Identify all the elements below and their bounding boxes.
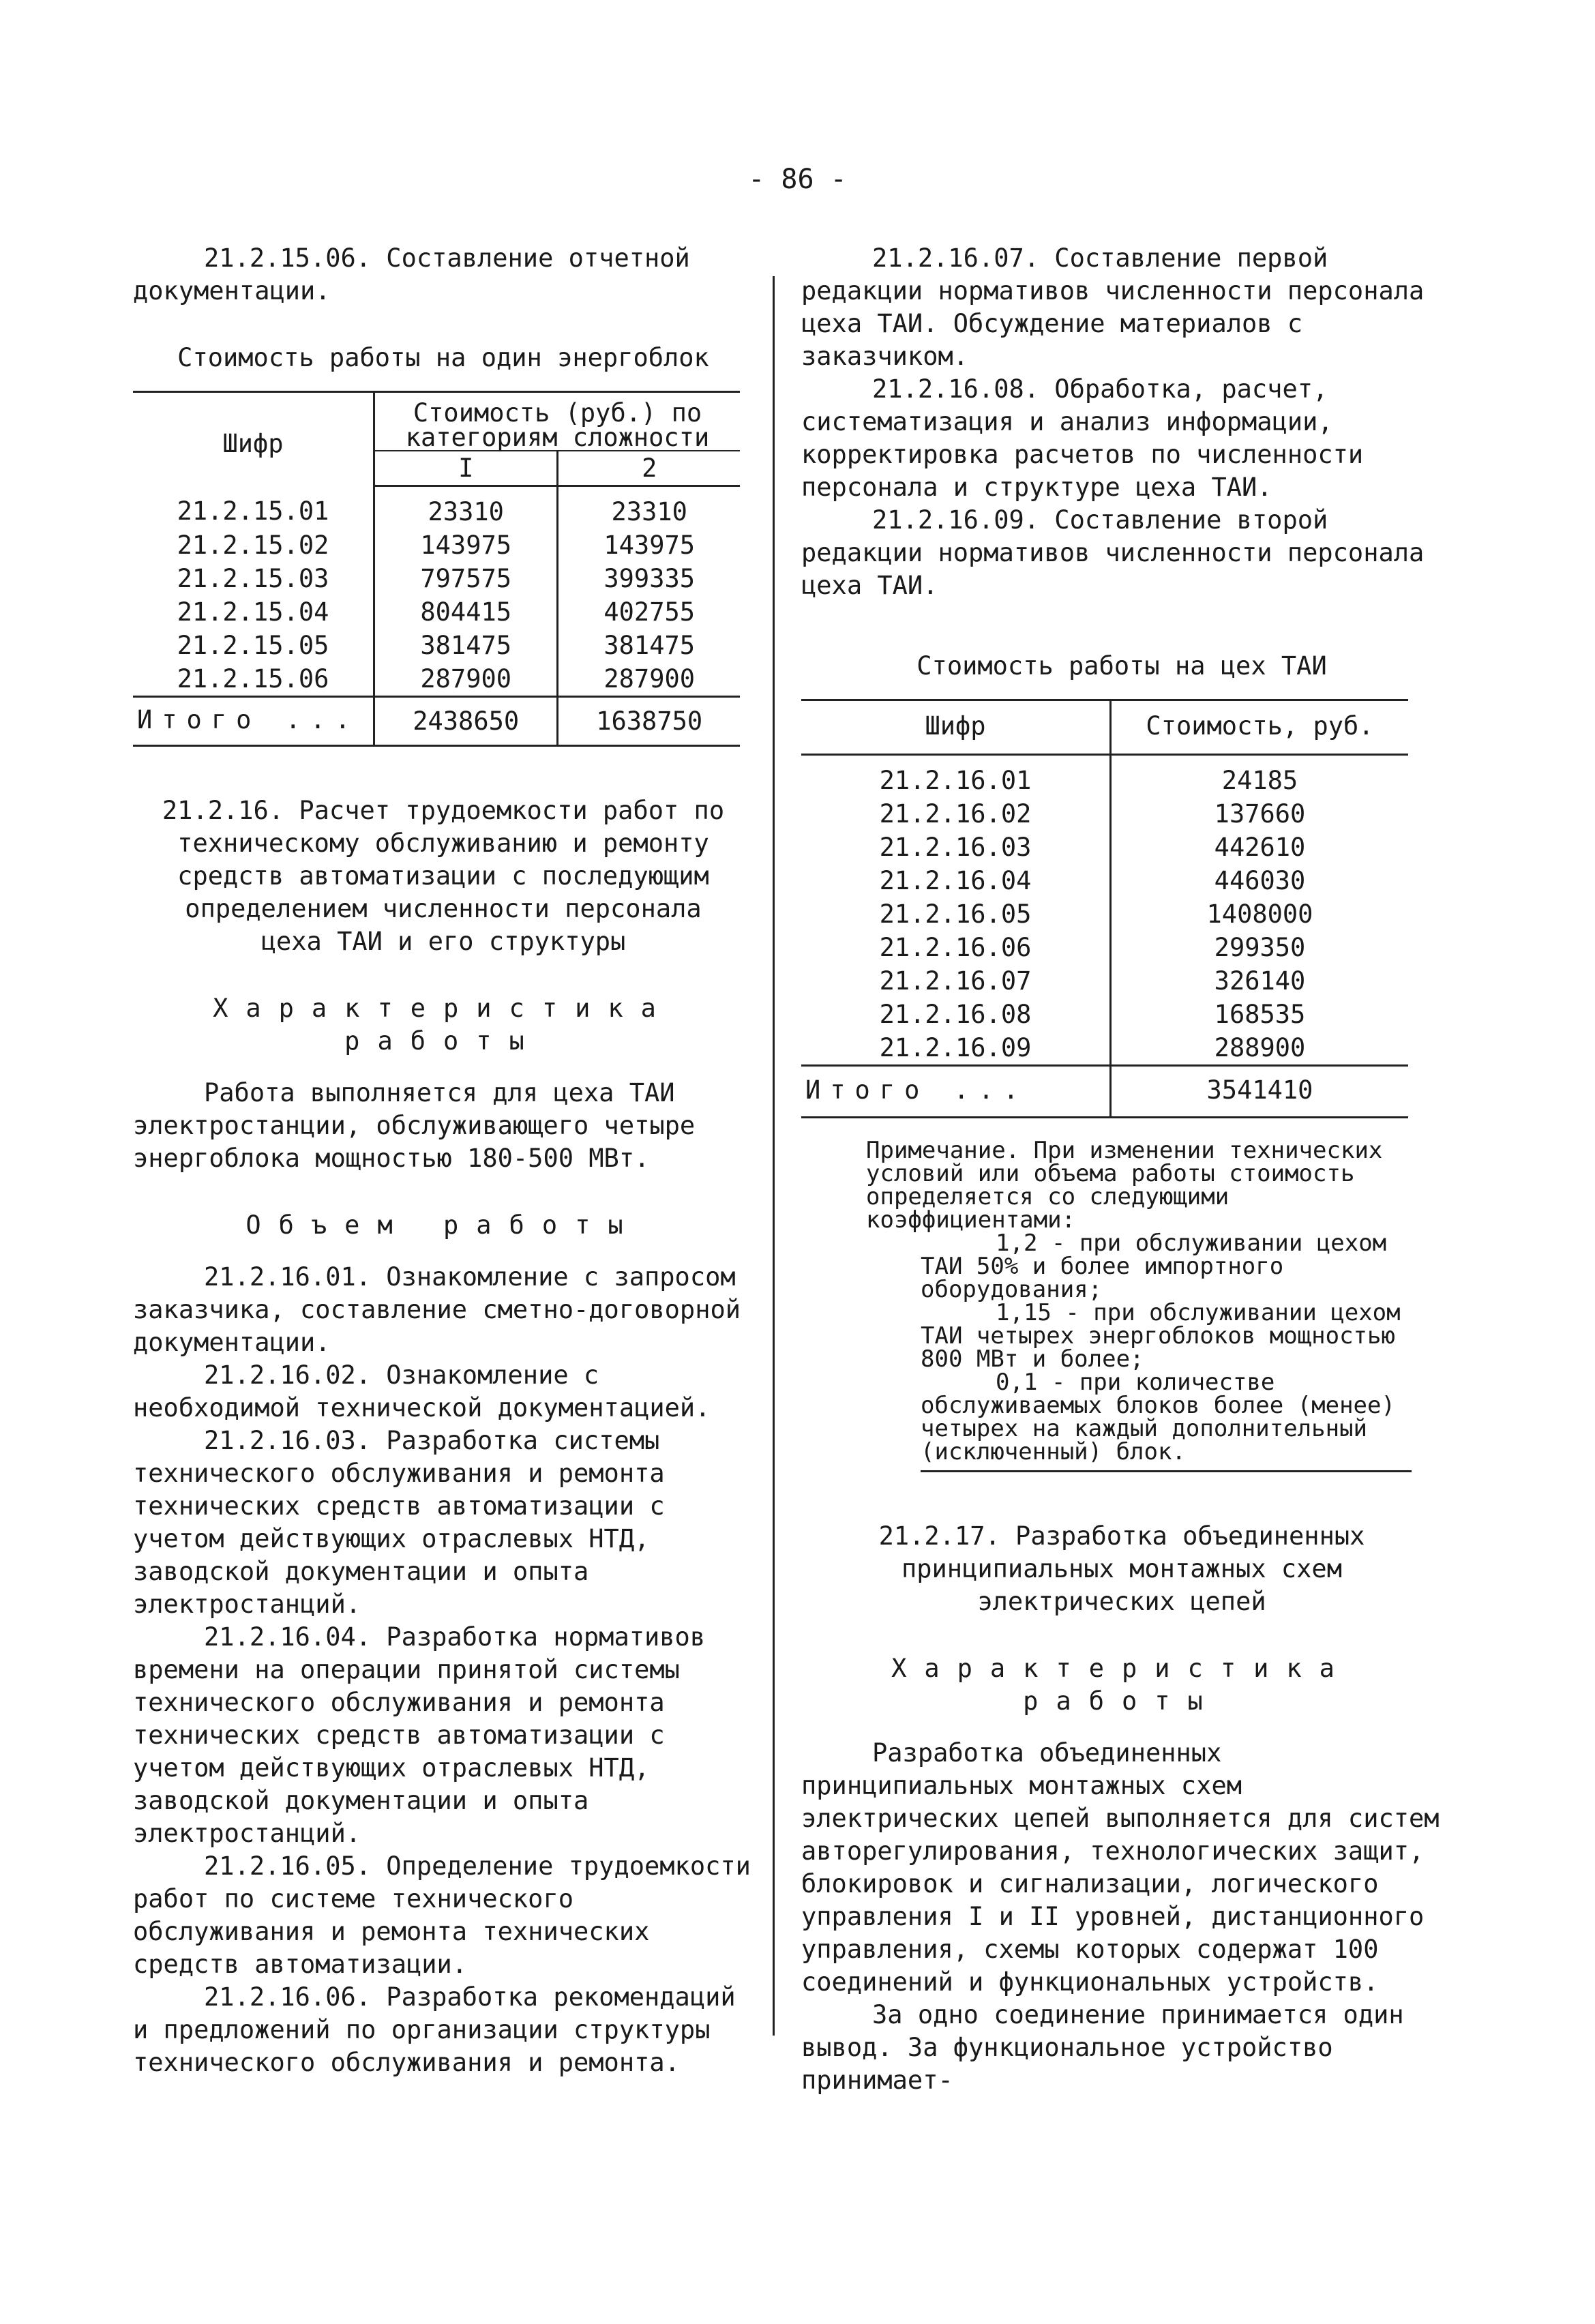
table2-code: 21.2.16.07 <box>879 966 1032 996</box>
table1-cost-cat2: 381475 <box>558 629 740 662</box>
work-item-21-2-16-04: 21.2.16.04. Разработка нормативов времени на операции принятой системы технического обслуживания и ремонта технических средств автоматизации с учетом действующих отраслевых НТД, заводской документации и опыта электростанций. <box>133 1622 706 1848</box>
table-row <box>801 755 1408 798</box>
section-heading-21-2-16: 21.2.16. Расчет трудоемкости работ по техническому обслуживанию и ремонту средств автоматизации с последующим определением численности персонала цеха ТАИ и его структуры <box>162 796 725 956</box>
table1-cost-cat1: 23310 <box>374 486 558 529</box>
table2-code: 21.2.16.09 <box>879 1033 1032 1062</box>
table2-header-code: Шифр <box>801 700 1111 755</box>
table1-cost-cat1: 287900 <box>374 662 558 697</box>
table-row <box>801 864 1408 897</box>
table2-cost: 299350 <box>1111 931 1409 964</box>
note-head: Примечание. При изменении технических условий или объема работы стоимость определяется со следующими коэффициентами: <box>866 1137 1383 1234</box>
page-number: - 86 - <box>748 164 847 195</box>
table2-cost: 24185 <box>1111 755 1409 798</box>
table1-code: 21.2.15.02 <box>177 531 329 560</box>
table1-cost-cat1: 797575 <box>374 562 558 595</box>
table1-cost-cat2: 402755 <box>558 595 740 629</box>
table1-header-code: Шифр <box>222 428 284 458</box>
table-row <box>801 998 1408 1031</box>
table-row <box>801 964 1408 998</box>
table2-code: 21.2.16.05 <box>879 899 1032 929</box>
work-item-21-2-16-09: 21.2.16.09. Составление второй редакции нормативов численности персонала цеха ТАИ. <box>801 505 1425 600</box>
work-item-21-2-16-08: 21.2.16.08. Обработка, расчет, систематизация и анализ информации, корректировка расчетов по численности персонала и структуре цеха ТАИ. <box>801 374 1364 502</box>
table2-total-cost: 3541410 <box>1111 1066 1409 1118</box>
work-item-21-2-16-05: 21.2.16.05. Определение трудоемкости работ по системе технического обслуживания и ремонта технических средств автоматизации. <box>133 1851 751 1979</box>
table2-cost: 288900 <box>1111 1031 1409 1066</box>
table2-code: 21.2.16.02 <box>879 799 1032 829</box>
table2-cost: 326140 <box>1111 964 1409 998</box>
cost-table-per-unit <box>133 391 740 747</box>
table2-cost: 446030 <box>1111 864 1409 897</box>
table2-code: 21.2.16.03 <box>879 833 1032 862</box>
section-heading-21-2-17: 21.2.17. Разработка объединенных принципиальных монтажных схем электрических цепей <box>878 1521 1365 1616</box>
table2-code: 21.2.16.06 <box>879 933 1032 962</box>
work-item-21-2-16-01: 21.2.16.01. Ознакомление с запросом заказчика, составление сметно-договорной документации. <box>133 1262 741 1357</box>
characteristics-heading-right: Характеристика работы <box>891 1654 1352 1716</box>
volume-heading: Объем работы <box>245 1210 641 1240</box>
table1-cost-cat2: 23310 <box>558 486 740 529</box>
table1-code: 21.2.15.05 <box>177 631 329 660</box>
characteristics-text-left: Работа выполняется для цеха ТАИ электростанции, обслуживающего четыре энергоблока мощностью 180-500 МВт. <box>133 1078 696 1173</box>
table1-cost-cat2: 399335 <box>558 562 740 595</box>
note-block <box>866 1137 1412 1472</box>
work-item-21-2-16-06: 21.2.16.06. Разработка рекомендаций и предложений по организации структуры технического обслуживания и ремонта. <box>133 1982 736 2077</box>
table-row <box>801 1031 1408 1066</box>
table1-cost-cat1: 381475 <box>374 629 558 662</box>
table2-code: 21.2.16.08 <box>879 1000 1032 1029</box>
table-row <box>133 528 740 562</box>
characteristics-text-right-2: За одно соединение принимается один вывод. За функциональное устройство принимает- <box>801 2000 1404 2095</box>
table2-cost: 168535 <box>1111 998 1409 1031</box>
characteristics-heading-left: Характеристика работы <box>213 994 674 1056</box>
table2-caption: Стоимость работы на цех ТАИ <box>916 651 1327 681</box>
table2-total-label: Итого ... <box>801 1066 1111 1118</box>
table-row <box>133 629 740 662</box>
table1-code: 21.2.15.01 <box>177 496 329 526</box>
work-item-21-2-16-07: 21.2.16.07. Составление первой редакции нормативов численности персонала цеха ТАИ. Обсуждение материалов с заказчиком. <box>801 243 1425 371</box>
work-item-21-2-16-03: 21.2.16.03. Разработка системы технического обслуживания и ремонта технических средств автоматизации с учетом действующих отраслевых НТД, заводской документации и опыта электростанций. <box>133 1426 665 1619</box>
table-row <box>801 831 1408 864</box>
table1-cost-cat1: 804415 <box>374 595 558 629</box>
table1-header-cost: Стоимость (руб.) по категориям сложности <box>374 392 741 451</box>
table-row <box>801 931 1408 964</box>
work-item-21-2-16-02: 21.2.16.02. Ознакомление с необходимой технической документацией. <box>133 1360 711 1422</box>
table1-total-label: Итого ... <box>133 697 374 746</box>
table2-code: 21.2.16.01 <box>879 766 1032 795</box>
table2-cost: 137660 <box>1111 797 1409 831</box>
table1-total-cat2: 1638750 <box>558 697 740 746</box>
table2-header-cost: Стоимость, руб. <box>1111 700 1409 755</box>
characteristics-text-right-1: Разработка объединенных принципиальных монтажных схем электрических цепей выполняется для систем авторегулирования, технологических защит, блокировок и сигнализации, логического управления I и II уровней, дистанционного управления, схемы которых содержат 100 соединений и функциональных устройств. <box>801 1738 1440 1997</box>
table-row <box>133 562 740 595</box>
table1-header-cat2: 2 <box>558 451 740 486</box>
table1-caption: Стоимость работы на один энергоблок <box>177 343 709 372</box>
cost-table-per-shop <box>801 699 1408 1118</box>
table1-total-cat1: 2438650 <box>374 697 558 746</box>
left-column <box>133 242 754 2079</box>
table1-total-row <box>133 697 740 746</box>
note-coefficient-3: 0,1 - при количестве обслуживаемых блоков более (менее) четырех на каждый дополнительный (исключенный) блок. <box>921 1369 1395 1465</box>
table1-code: 21.2.15.03 <box>177 564 329 593</box>
column-divider <box>773 276 775 2036</box>
table-row <box>801 897 1408 931</box>
table-row <box>801 797 1408 831</box>
table1-code: 21.2.15.04 <box>177 597 329 627</box>
table-row <box>133 486 740 529</box>
table2-total-row <box>801 1066 1408 1118</box>
table2-cost: 442610 <box>1111 831 1409 864</box>
table2-code: 21.2.16.04 <box>879 866 1032 895</box>
note-coefficient-2: 1,15 - при обслуживании цехом ТАИ четырех энергоблоков мощностью 800 МВт и более; <box>921 1299 1401 1373</box>
table1-cost-cat1: 143975 <box>374 528 558 562</box>
table-row <box>133 662 740 697</box>
table1-cost-cat2: 287900 <box>558 662 740 697</box>
table1-header-cat1: I <box>374 451 558 486</box>
section-title-21-2-15-06: 21.2.15.06. Составление отчетной документации. <box>133 243 690 306</box>
table1-cost-cat2: 143975 <box>558 528 740 562</box>
note-coefficient-1: 1,2 - при обслуживании цехом ТАИ 50% и более импортного оборудования; <box>921 1230 1387 1303</box>
table-row <box>133 595 740 629</box>
table2-cost: 1408000 <box>1111 897 1409 931</box>
right-column <box>801 242 1442 2097</box>
table1-code: 21.2.15.06 <box>177 664 329 694</box>
